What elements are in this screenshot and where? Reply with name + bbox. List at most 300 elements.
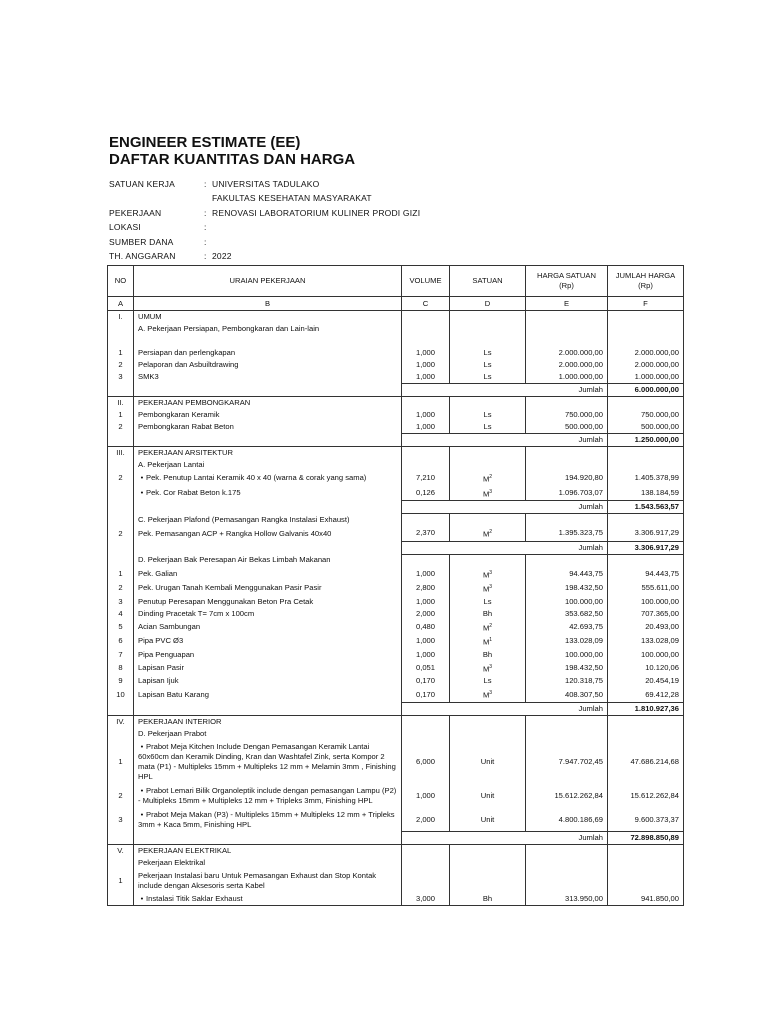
- jumlah-harga-cell: 500.000,00: [608, 421, 684, 434]
- jumlah-harga-cell: 2.000.000,00: [608, 347, 684, 359]
- no-cell: 1: [108, 869, 134, 893]
- no-cell: [108, 728, 134, 740]
- subtotal-value: 1.543.563,57: [608, 501, 684, 514]
- subtotal-row: [108, 541, 684, 554]
- satuan-cell: [450, 335, 526, 347]
- uraian-cell: [134, 359, 402, 371]
- harga-satuan-cell: 194.920,80: [526, 471, 608, 486]
- table-row: [108, 687, 684, 702]
- uraian-cell: [134, 434, 402, 447]
- volume-cell: 1,000: [402, 567, 450, 582]
- no-cell: I.: [108, 311, 134, 324]
- table-row: [108, 608, 684, 620]
- satuan-cell: $M^3$: [450, 687, 526, 702]
- jumlah-harga-cell: 707.365,00: [608, 608, 684, 620]
- volume-cell: [402, 311, 450, 324]
- harga-satuan-cell: 7.947.702,45: [526, 740, 608, 784]
- uraian-cell: [134, 409, 402, 421]
- volume-cell: [402, 323, 450, 335]
- satuan-cell: Unit: [450, 784, 526, 808]
- uraian-text: Prabot Meja Kitchen Include Dengan Pemasangan Keramik Lantai 60x60cm dan Keramik Dinding, Kran dan Washtafel Zink, serta Kompor 2 mata (P1) - Multipleks 15mm + Multipleks 12 mm + Melamin 3mm , Finishing HPL: [138, 741, 396, 781]
- table-row: [108, 421, 684, 434]
- satuan-cell: $M^3$: [450, 661, 526, 676]
- volume-cell: [402, 728, 450, 740]
- uraian-cell: [134, 675, 402, 687]
- uraian-text: Lapisan Ijuk: [138, 676, 179, 686]
- volume-cell: 2,800: [402, 581, 450, 596]
- table-row: [108, 845, 684, 858]
- satuan-cell: [450, 857, 526, 869]
- no-cell: 3: [108, 808, 134, 832]
- satuan-cell: $M^1$: [450, 634, 526, 649]
- satuan-cell: [450, 554, 526, 567]
- uraian-text: Pipa Penguapan: [138, 649, 195, 659]
- uraian-cell: [134, 596, 402, 608]
- uraian-text: A. Pekerjaan Lantai: [138, 460, 205, 469]
- harga-satuan-cell: [526, 335, 608, 347]
- subtotal-row: [108, 384, 684, 397]
- uraian-cell: [134, 869, 402, 893]
- table-row: [108, 620, 684, 635]
- uraian-cell: [134, 649, 402, 661]
- harga-satuan-cell: 1.395.323,75: [526, 526, 608, 541]
- harga-satuan-cell: [526, 459, 608, 471]
- column-letter-row: A B C D E F: [108, 297, 684, 311]
- harga-satuan-cell: [526, 845, 608, 858]
- table-row: [108, 784, 684, 808]
- document-title: [109, 134, 355, 168]
- info-row: TH. ANGGARAN : 2022: [109, 250, 232, 261]
- jumlah-harga-cell: 750.000,00: [608, 409, 684, 421]
- jumlah-harga-cell: 10.120,06: [608, 661, 684, 676]
- no-cell: 4: [108, 608, 134, 620]
- volume-cell: 1,000: [402, 347, 450, 359]
- volume-cell: [402, 459, 450, 471]
- satuan-cell: $M^2$: [450, 471, 526, 486]
- harga-satuan-cell: [526, 857, 608, 869]
- uraian-cell: [134, 486, 402, 501]
- uraian-cell: [134, 459, 402, 471]
- volume-cell: [402, 335, 450, 347]
- project-info: [109, 177, 420, 263]
- jumlah-harga-cell: 941.850,00: [608, 893, 684, 906]
- uraian-text: Pek. Galian: [138, 568, 178, 578]
- header-satuan: SATUAN: [450, 266, 526, 297]
- harga-satuan-cell: [526, 869, 608, 893]
- table-row: [108, 554, 684, 567]
- uraian-text: PEKERJAAN INTERIOR: [138, 716, 222, 726]
- uraian-cell: [134, 471, 402, 486]
- uraian-text: Lapisan Batu Karang: [138, 689, 209, 699]
- table-row: [108, 649, 684, 661]
- satuan-cell: Bh: [450, 893, 526, 906]
- satuan-cell: [450, 459, 526, 471]
- table-row: [108, 447, 684, 460]
- no-cell: 3: [108, 596, 134, 608]
- uraian-cell: [134, 323, 402, 335]
- jumlah-harga-cell: [608, 857, 684, 869]
- harga-satuan-cell: 1.000.000,00: [526, 371, 608, 384]
- satuan-cell: Ls: [450, 347, 526, 359]
- table-row: [108, 661, 684, 676]
- harga-satuan-cell: 2.000.000,00: [526, 359, 608, 371]
- jumlah-harga-cell: [608, 514, 684, 527]
- harga-satuan-cell: [526, 715, 608, 728]
- volume-cell: [402, 857, 450, 869]
- volume-cell: [402, 715, 450, 728]
- satuan-cell: $M^3$: [450, 486, 526, 501]
- no-cell: 2: [108, 581, 134, 596]
- table-row: [108, 728, 684, 740]
- no-cell: [108, 501, 134, 514]
- no-cell: 1: [108, 347, 134, 359]
- volume-cell: 2,370: [402, 526, 450, 541]
- uraian-cell: [134, 447, 402, 460]
- jumlah-harga-cell: 94.443,75: [608, 567, 684, 582]
- harga-satuan-cell: 750.000,00: [526, 409, 608, 421]
- harga-satuan-cell: 353.682,50: [526, 608, 608, 620]
- no-cell: [108, 434, 134, 447]
- jumlah-harga-cell: 1.000.000,00: [608, 371, 684, 384]
- satuan-cell: Ls: [450, 359, 526, 371]
- harga-satuan-cell: 198.432,50: [526, 661, 608, 676]
- uraian-text: Instalasi Titik Saklar Exhaust: [146, 894, 243, 904]
- header-uraian: URAIAN PEKERJAAN: [134, 266, 402, 297]
- jumlah-harga-cell: [608, 869, 684, 893]
- header-harga-satuan: HARGA SATUAN (Rp): [526, 266, 608, 297]
- harga-satuan-cell: [526, 447, 608, 460]
- uraian-cell: [134, 687, 402, 702]
- no-cell: 3: [108, 371, 134, 384]
- harga-satuan-cell: 1.096.703,07: [526, 486, 608, 501]
- uraian-text: PEKERJAAN ARSITEKTUR: [138, 448, 233, 457]
- satuan-cell: Bh: [450, 649, 526, 661]
- uraian-text: Pek. Urugan Tanah Kembali Menggunakan Pasir Pasir: [138, 583, 322, 593]
- no-cell: [108, 384, 134, 397]
- uraian-text: Pek. Penutup Lantai Keramik 40 x 40 (warna & corak yang sama): [146, 473, 367, 483]
- uraian-text: PEKERJAAN ELEKTRIKAL: [138, 846, 232, 856]
- no-cell: III.: [108, 447, 134, 460]
- harga-satuan-cell: [526, 728, 608, 740]
- no-cell: 5: [108, 620, 134, 635]
- title-line-2: DAFTAR KUANTITAS DAN HARGA: [109, 151, 356, 168]
- satuan-cell: Ls: [450, 596, 526, 608]
- uraian-cell: [134, 371, 402, 384]
- no-cell: IV.: [108, 715, 134, 728]
- subtotal-value: 1.810.927,36: [608, 702, 684, 715]
- harga-satuan-cell: 198.432,50: [526, 581, 608, 596]
- satuan-cell: $M^2$: [450, 620, 526, 635]
- harga-satuan-cell: [526, 397, 608, 410]
- no-cell: 1: [108, 409, 134, 421]
- table-row: [108, 715, 684, 728]
- no-cell: [108, 554, 134, 567]
- uraian-text: Penutup Peresapan Menggunakan Beton Pra Cetak: [138, 596, 314, 606]
- uraian-cell: [134, 397, 402, 410]
- harga-satuan-cell: [526, 323, 608, 335]
- jumlah-harga-cell: 1.405.378,99: [608, 471, 684, 486]
- harga-satuan-cell: 313.950,00: [526, 893, 608, 906]
- uraian-cell: [134, 501, 402, 514]
- no-cell: 10: [108, 687, 134, 702]
- bullet-icon: •: [140, 785, 144, 795]
- table-row: [108, 581, 684, 596]
- table-row: [108, 323, 684, 335]
- volume-cell: [402, 514, 450, 527]
- volume-cell: 0,051: [402, 661, 450, 676]
- volume-cell: [402, 447, 450, 460]
- jumlah-harga-cell: 20.493,00: [608, 620, 684, 635]
- table-row: [108, 740, 684, 784]
- no-cell: II.: [108, 397, 134, 410]
- table-row: [108, 409, 684, 421]
- harga-satuan-cell: 100.000,00: [526, 596, 608, 608]
- volume-cell: 1,000: [402, 421, 450, 434]
- volume-cell: [402, 554, 450, 567]
- uraian-cell: [134, 715, 402, 728]
- uraian-cell: [134, 661, 402, 676]
- uraian-cell: [134, 893, 402, 906]
- subtotal-value: 1.250.000,00: [608, 434, 684, 447]
- harga-satuan-cell: 133.028,09: [526, 634, 608, 649]
- no-cell: 1: [108, 567, 134, 582]
- satuan-cell: [450, 869, 526, 893]
- table-row: [108, 347, 684, 359]
- uraian-cell: [134, 808, 402, 832]
- table-row: [108, 567, 684, 582]
- table-row: [108, 526, 684, 541]
- subtotal-row: [108, 832, 684, 845]
- uraian-text: PEKERJAAN PEMBONGKARAN: [138, 398, 251, 407]
- table-row: [108, 634, 684, 649]
- table-row: [108, 596, 684, 608]
- no-cell: [108, 486, 134, 501]
- no-cell: 2: [108, 471, 134, 486]
- jumlah-harga-cell: 138.184,59: [608, 486, 684, 501]
- subtotal-label: Jumlah: [402, 501, 608, 514]
- jumlah-harga-cell: [608, 554, 684, 567]
- jumlah-harga-cell: 555.611,00: [608, 581, 684, 596]
- uraian-text: Pembongkaran Rabat Beton: [138, 422, 234, 432]
- jumlah-harga-cell: 133.028,09: [608, 634, 684, 649]
- header-jumlah-harga: JUMLAH HARGA (Rp): [608, 266, 684, 297]
- volume-cell: 1,000: [402, 634, 450, 649]
- volume-cell: 1,000: [402, 784, 450, 808]
- uraian-text: D. Pekerjaan Prabot: [138, 728, 207, 738]
- header-no: NO: [108, 266, 134, 297]
- jumlah-harga-cell: [608, 397, 684, 410]
- satuan-cell: Ls: [450, 371, 526, 384]
- subtotal-value: 72.898.850,89: [608, 832, 684, 845]
- volume-cell: [402, 845, 450, 858]
- table-row: [108, 857, 684, 869]
- jumlah-harga-cell: [608, 323, 684, 335]
- volume-cell: [402, 869, 450, 893]
- jumlah-harga-cell: [608, 447, 684, 460]
- uraian-text: Dinding Pracetak T= 7cm x 100cm: [138, 608, 255, 618]
- no-cell: 2: [108, 784, 134, 808]
- uraian-cell: [134, 384, 402, 397]
- subtotal-label: Jumlah: [402, 832, 608, 845]
- satuan-cell: [450, 311, 526, 324]
- no-cell: [108, 893, 134, 906]
- satuan-cell: [450, 514, 526, 527]
- uraian-cell: [134, 728, 402, 740]
- volume-cell: 0,170: [402, 675, 450, 687]
- volume-cell: 1,000: [402, 409, 450, 421]
- jumlah-harga-cell: [608, 845, 684, 858]
- subtotal-row: [108, 501, 684, 514]
- harga-satuan-cell: 94.443,75: [526, 567, 608, 582]
- table-row: [108, 675, 684, 687]
- bullet-icon: •: [140, 473, 144, 483]
- satuan-cell: Ls: [450, 409, 526, 421]
- uraian-cell: [134, 421, 402, 434]
- harga-satuan-cell: 500.000,00: [526, 421, 608, 434]
- jumlah-harga-cell: 2.000.000,00: [608, 359, 684, 371]
- volume-cell: 6,000: [402, 740, 450, 784]
- volume-cell: 1,000: [402, 596, 450, 608]
- uraian-cell: [134, 702, 402, 715]
- header-volume: VOLUME: [402, 266, 450, 297]
- uraian-text: Pek. Cor Rabat Beton k.175: [146, 488, 241, 498]
- no-cell: 2: [108, 421, 134, 434]
- no-cell: [108, 514, 134, 527]
- satuan-cell: Bh: [450, 608, 526, 620]
- harga-satuan-cell: [526, 554, 608, 567]
- info-row: FAKULTAS KESEHATAN MASYARAKAT: [212, 193, 372, 204]
- harga-satuan-cell: [526, 514, 608, 527]
- no-cell: 2: [108, 359, 134, 371]
- uraian-cell: [134, 857, 402, 869]
- info-row: LOKASI :: [109, 222, 207, 233]
- uraian-text: Pembongkaran Keramik: [138, 410, 220, 419]
- harga-satuan-cell: 2.000.000,00: [526, 347, 608, 359]
- cost-table: [107, 265, 684, 906]
- uraian-cell: [134, 335, 402, 347]
- harga-satuan-cell: 408.307,50: [526, 687, 608, 702]
- jumlah-harga-cell: 3.306.917,29: [608, 526, 684, 541]
- table-row: [108, 311, 684, 324]
- subtotal-value: 3.306.917,29: [608, 541, 684, 554]
- harga-satuan-cell: 100.000,00: [526, 649, 608, 661]
- uraian-cell: [134, 347, 402, 359]
- uraian-cell: [134, 311, 402, 324]
- no-cell: 2: [108, 526, 134, 541]
- bullet-icon: •: [140, 741, 144, 751]
- uraian-cell: [134, 581, 402, 596]
- no-cell: 7: [108, 649, 134, 661]
- jumlah-harga-cell: 20.454,19: [608, 675, 684, 687]
- uraian-cell: [134, 845, 402, 858]
- satuan-cell: Unit: [450, 740, 526, 784]
- satuan-cell: $M^3$: [450, 581, 526, 596]
- satuan-cell: $M^3$: [450, 567, 526, 582]
- volume-cell: 7,210: [402, 471, 450, 486]
- satuan-cell: Ls: [450, 675, 526, 687]
- subtotal-value: 6.000.000,00: [608, 384, 684, 397]
- subtotal-row: [108, 702, 684, 715]
- bullet-icon: •: [140, 894, 144, 904]
- no-cell: 8: [108, 661, 134, 676]
- uraian-cell: [134, 608, 402, 620]
- table-row: [108, 471, 684, 486]
- no-cell: [108, 857, 134, 869]
- jumlah-harga-cell: 9.600.373,37: [608, 808, 684, 832]
- jumlah-harga-cell: 15.612.262,84: [608, 784, 684, 808]
- no-cell: [108, 541, 134, 554]
- subtotal-label: Jumlah: [402, 702, 608, 715]
- jumlah-harga-cell: [608, 728, 684, 740]
- satuan-cell: [450, 397, 526, 410]
- table-row: [108, 893, 684, 906]
- harga-satuan-cell: [526, 311, 608, 324]
- uraian-cell: [134, 554, 402, 567]
- satuan-cell: [450, 447, 526, 460]
- table-row: [108, 371, 684, 384]
- jumlah-harga-cell: [608, 335, 684, 347]
- uraian-text: Prabot Lemari Bilik Organoleptik include dengan pemasangan Lampu (P2) - Multipleks 15mm + Multipleks 12 mm + Tripleks 3mm, Finishing HPL: [138, 785, 397, 805]
- uraian-text: Lapisan Pasir: [138, 662, 185, 672]
- no-cell: 6: [108, 634, 134, 649]
- uraian-text: SMK3: [138, 372, 159, 382]
- uraian-text: Pekerjaan Instalasi baru Untuk Pemasangan Exhaust dan Stop Kontak include dengan Aksesoris serta Kabel: [138, 871, 377, 891]
- table-row: [108, 459, 684, 471]
- uraian-text: Pek. Pemasangan ACP + Rangka Hollow Galvanis 40x40: [138, 528, 332, 538]
- no-cell: [108, 702, 134, 715]
- harga-satuan-cell: 4.800.186,69: [526, 808, 608, 832]
- table-row: [108, 397, 684, 410]
- jumlah-harga-cell: 100.000,00: [608, 596, 684, 608]
- uraian-text: Pelaporan dan Asbuiltdrawing: [138, 360, 239, 369]
- volume-cell: [402, 397, 450, 410]
- subtotal-label: Jumlah: [402, 434, 608, 447]
- info-row: PEKERJAAN : RENOVASI LABORATORIUM KULINER PRODI GIZI: [109, 207, 421, 218]
- satuan-cell: Unit: [450, 808, 526, 832]
- title-line-1: ENGINEER ESTIMATE (EE): [109, 134, 301, 151]
- uraian-cell: [134, 526, 402, 541]
- uraian-text: Persiapan dan perlengkapan: [138, 348, 236, 357]
- volume-cell: 3,000: [402, 893, 450, 906]
- uraian-cell: [134, 832, 402, 845]
- uraian-text: Pekerjaan Elektrikal: [138, 858, 206, 868]
- uraian-text: Acian Sambungan: [138, 621, 201, 631]
- volume-cell: 1,000: [402, 359, 450, 371]
- satuan-cell: [450, 323, 526, 335]
- harga-satuan-cell: 120.318,75: [526, 675, 608, 687]
- volume-cell: 0,170: [402, 687, 450, 702]
- uraian-cell: [134, 740, 402, 784]
- volume-cell: 0,480: [402, 620, 450, 635]
- volume-cell: 0,126: [402, 486, 450, 501]
- bullet-icon: •: [140, 809, 144, 819]
- table-row: [108, 514, 684, 527]
- uraian-cell: [134, 514, 402, 527]
- uraian-cell: [134, 541, 402, 554]
- volume-cell: 2,000: [402, 808, 450, 832]
- uraian-cell: [134, 784, 402, 808]
- satuan-cell: $M^2$: [450, 526, 526, 541]
- table-header-row: [108, 266, 684, 297]
- satuan-cell: Ls: [450, 421, 526, 434]
- no-cell: [108, 832, 134, 845]
- no-cell: [108, 459, 134, 471]
- table-row: [108, 869, 684, 893]
- uraian-cell: [134, 620, 402, 635]
- no-cell: 1: [108, 740, 134, 784]
- table-row: [108, 808, 684, 832]
- jumlah-harga-cell: 100.000,00: [608, 649, 684, 661]
